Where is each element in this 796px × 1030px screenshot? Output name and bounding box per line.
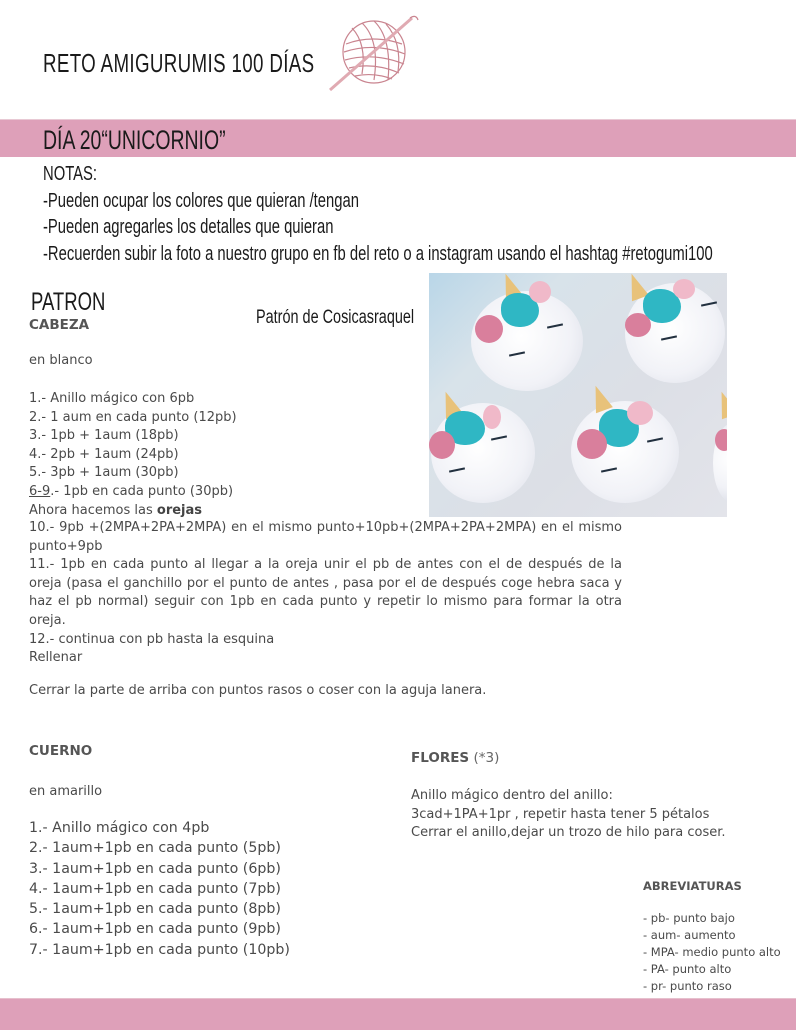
ears-intro: Ahora hacemos las orejas xyxy=(29,502,203,518)
cabeza-step-12: 12.- continua con pb hasta la esquina xyxy=(29,631,275,647)
flores-line: 3cad+1PA+1pr , repetir hasta tener 5 pétalos xyxy=(411,806,710,822)
notes-heading: NOTAS: xyxy=(43,163,97,185)
pattern-heading: PATRON xyxy=(31,288,106,316)
footer-band xyxy=(0,998,796,1030)
cabeza-fill: Rellenar xyxy=(29,650,83,666)
flores-line: Anillo mágico dentro del anillo: xyxy=(411,788,613,803)
cuerno-steps xyxy=(29,818,290,960)
abreviaturas-list xyxy=(643,910,781,995)
cabeza-step: 4.- 2pb + 1aum (24pb) xyxy=(29,446,179,462)
cuerno-step: 6.- 1aum+1pb en cada punto (9pb) xyxy=(29,921,281,938)
cabeza-color: en blanco xyxy=(29,353,93,368)
cuerno-step: 1.- Anillo mágico con 4pb xyxy=(29,820,210,836)
notes-section xyxy=(43,161,796,267)
note-item: -Pueden ocupar los colores que quieran /tengan xyxy=(43,189,359,212)
cabeza-step: 5.- 3pb + 1aum (30pb) xyxy=(29,465,179,481)
document-title: RETO AMIGURUMIS 100 DÍAS xyxy=(43,48,315,78)
cuerno-heading: CUERNO xyxy=(29,743,93,759)
cabeza-step: 2.- 1 aum en cada punto (12pb) xyxy=(29,409,237,425)
note-item: -Recuerden subir la foto a nuestro grupo en fb del reto o a instagram usando el hashtag #retogumi100 xyxy=(43,242,713,265)
abreviatura-item: - aum- aumento xyxy=(643,928,736,942)
cabeza-steps xyxy=(29,390,629,520)
ears-keyword: orejas xyxy=(156,502,203,518)
cabeza-step-11: 11.- 1pb en cada punto al llegar a la oreja unir el pb de antes con el de después de la oreja (pasa el ganchillo por el punto de antes , pasa por el de después coge hebra saca y haz el pb normal) seguir con 1pb en cada punto y repetir lo mismo para formar la otra oreja. xyxy=(29,557,622,628)
cuerno-step: 2.- 1aum+1pb en cada punto (5pb) xyxy=(29,840,281,857)
cabeza-step: 6-9.- 1pb en cada punto (30pb) xyxy=(29,483,234,499)
abreviatura-item: - PA- punto alto xyxy=(643,962,732,976)
abreviaturas-heading: ABREVIATURAS xyxy=(643,879,742,893)
step-range: 6-9 xyxy=(29,483,51,499)
abreviatura-item: - pr- punto raso xyxy=(643,979,732,993)
cabeza-heading: CABEZA xyxy=(29,317,90,333)
cabeza-step-10: 10.- 9pb +(2MPA+2PA+2MPA) en el mismo punto+10pb+(2MPA+2PA+2MPA) en el mismo punto+9pb xyxy=(29,520,622,554)
pattern-credit: Patrón de Cosicasraquel xyxy=(256,307,415,328)
day-title: DÍA 20“UNICORNIO” xyxy=(43,125,226,155)
abreviatura-item: - MPA- medio punto alto xyxy=(643,945,781,959)
cuerno-step: 4.- 1aum+1pb en cada punto (7pb) xyxy=(29,880,281,897)
cuerno-color: en amarillo xyxy=(29,784,103,799)
cuerno-step: 7.- 1aum+1pb en cada punto (10pb) xyxy=(29,941,290,958)
cuerno-step: 5.- 1aum+1pb en cada punto (8pb) xyxy=(29,901,281,918)
flores-line: Cerrar el anillo,dejar un trozo de hilo para coser. xyxy=(411,825,726,841)
note-item: -Pueden agregarles los detalles que quieran xyxy=(43,216,334,238)
flores-instructions xyxy=(411,787,726,843)
cabeza-step: 1.- Anillo mágico con 6pb xyxy=(29,391,195,406)
yarn-ball-crochet-hook-icon xyxy=(322,14,422,94)
flores-multiplier: (*3) xyxy=(469,750,500,766)
cabeza-close-note: Cerrar la parte de arriba con puntos rasos o coser con la aguja lanera. xyxy=(29,683,487,698)
cabeza-step: 3.- 1pb + 1aum (18pb) xyxy=(29,428,179,444)
flores-heading: FLORES (*3) xyxy=(411,750,500,766)
cabeza-long-steps xyxy=(29,519,622,668)
abreviatura-item: - pb- punto bajo xyxy=(643,911,735,925)
cuerno-step: 3.- 1aum+1pb en cada punto (6pb) xyxy=(29,860,281,877)
